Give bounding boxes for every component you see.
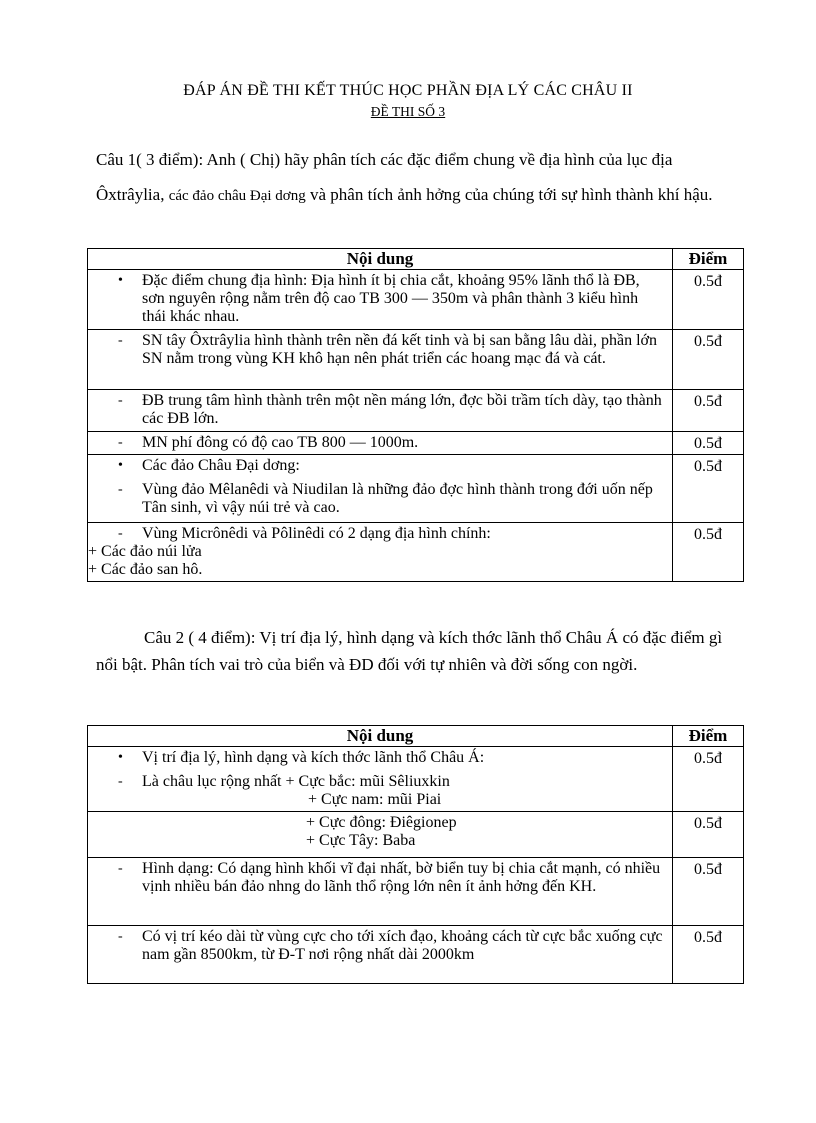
row-text: Là châu lục rộng nhất + Cực bắc: mũi Sêliuxkin [142,773,450,790]
table-row [88,858,744,926]
question-2: Câu 2 ( 4 điểm): Vị trí địa lý, hình dạng và kích thớc lãnh thổ Châu Á có đặc điểm gì nổi bật. Phân tích vai trò của biển và ĐD đối với tự nhiên và đời sống con ngời. [96,628,723,674]
question-1-aside: các đảo châu Đại dơng [168,188,306,204]
bullet-marker: • [118,273,123,288]
row-text: Vùng Micrônêdi và Pôlinêdi có 2 dạng địa hình chính: [142,525,491,542]
table-row [88,926,744,984]
table-row [88,390,744,432]
exam-number: ĐỀ THI SỐ 3 [370,104,446,119]
table-row [88,523,744,582]
dash-marker: - [118,526,123,541]
row-text: ĐB trung tâm hình thành trên một nền máng lớn, đợc bồi trầm tích dày, tạo thành các ĐB lớn. [142,392,662,427]
row-text: Hình dạng: Có dạng hình khối vĩ đại nhất, bờ biển tuy bị chia cắt mạnh, có nhiều vịnh nhiều bán đảo nhng do lãnh thổ rộng lớn nên ít ảnh hởng đến KH. [142,860,661,895]
row-subitem: + Cực nam: mũi Piai [308,791,442,808]
row-subitem: + Các đảo san hô. [88,561,203,578]
header-points: Điểm [673,249,744,270]
header-points: Điểm [673,726,744,747]
dash-marker: - [118,393,123,408]
row-subitem: + Cực Tây: Baba [306,832,416,849]
question-1-text: Câu 1( 3 điểm): Anh ( Chị) hãy phân tích các đặc điểm chung về địa hình của lục địa Ôxtrâylia, [96,150,673,204]
table-row [88,747,744,812]
dash-marker: - [118,333,123,348]
page-title: ĐÁP ÁN ĐỀ THI KẾT THÚC HỌC PHẦN ĐỊA LÝ CÁC CHÂU II [183,82,633,99]
row-text: MN phí đông có độ cao TB 800 — 1000m. [142,434,419,451]
dash-marker: - [118,861,123,876]
row-subitem: + Cực đông: Điêgionep [306,814,457,831]
table-header [88,726,744,747]
dash-marker: - [118,435,123,450]
answer-table-1 [87,248,744,582]
question-1 [96,142,726,214]
table-row [88,330,744,390]
header-content: Nội dung [88,249,673,270]
row-points: 0.5đ [673,523,744,582]
table-row [88,270,744,330]
row-text: Vùng đảo Mêlanêdi và Niudilan là những đảo đợc hình thành trong đới uốn nếp Tân sinh, vì vậy núi trẻ và cao. [142,481,653,516]
row-points: 0.5đ [673,926,744,984]
dash-marker: - [118,482,123,497]
row-text: Đặc điểm chung địa hình: Địa hình ít bị chia cắt, khoảng 95% lãnh thổ là ĐB, sơn nguyên rộng nằm trên độ cao TB 300 — 350m và phân thành 3 kiểu hình thái khác nhau. [142,272,640,325]
row-text: Có vị trí kéo dài từ vùng cực cho tới xích đạo, khoảng cách từ cực bắc xuống cực nam gần 8500km, từ Đ-T nơi rộng nhất dài 2000km [142,928,663,963]
row-points: 0.5đ [673,747,744,812]
row-subitem: + Các đảo núi lửa [88,543,202,560]
question-1-text-end: và phân tích ảnh hởng của chúng tới sự hình thành khí hậu. [310,185,713,204]
table-header [88,249,744,270]
header-content: Nội dung [88,726,673,747]
row-text: Các đảo Châu Đại dơng: [142,457,300,474]
table-row [88,432,744,455]
row-points: 0.5đ [673,432,744,455]
dash-marker: - [118,929,123,944]
row-points: 0.5đ [673,858,744,926]
dash-marker: - [118,774,123,789]
table-row [88,455,744,523]
row-text: SN tây Ôxtrâylia hình thành trên nền đá kết tinh và bị san bằng lâu dài, phần lớn SN nằm trong vùng KH khô hạn nên phát triển các hoang mạc đá và cát. [142,332,658,367]
row-points: 0.5đ [673,330,744,390]
bullet-marker: • [118,750,123,765]
row-text: Vị trí địa lý, hình dạng và kích thớc lãnh thổ Châu Á: [142,749,485,766]
bullet-marker: • [118,458,123,473]
answer-table-2 [87,725,744,984]
row-points: 0.5đ [673,270,744,330]
table-row [88,812,744,858]
row-points: 0.5đ [673,455,744,523]
row-points: 0.5đ [673,812,744,858]
row-points: 0.5đ [673,390,744,432]
